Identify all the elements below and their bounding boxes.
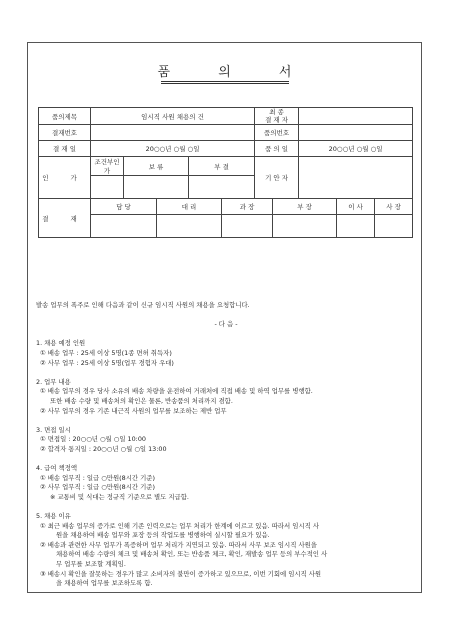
sign-col-president: 사 장 (375, 199, 413, 215)
sign-col-assistant-manager: 대 리 (157, 199, 222, 215)
seal-hold-box[interactable] (124, 176, 189, 199)
section-line: ① 최근 배송 업무의 증가로 인해 기존 인력으로는 업무 처리가 한계에 이르고 있음. 따라서 임시직 사 (40, 521, 319, 530)
section-line: ② 사무 업무의 경우 기존 내근직 사원의 업무를 보조하는 제반 업무 (40, 406, 227, 415)
section-line: ※ 교통비 및 식대는 정규직 기준으로 별도 지급함. (50, 492, 189, 501)
document-page (27, 42, 422, 593)
section-line: 을 채용하여 업무를 보조하도록 함. (56, 579, 153, 588)
sign-label: 결 재 (39, 199, 91, 238)
approval-no-label: 결재번호 (39, 125, 91, 141)
sign-col-staff: 담 당 (91, 199, 157, 215)
final-approver-label (255, 108, 299, 125)
document-title: 품 의 서 (157, 65, 314, 80)
section-heading: 1. 채용 예정 인원 (36, 339, 86, 348)
subject-value[interactable]: 임시직 사원 채용의 건 (91, 108, 255, 125)
section-line: ① 배송 업무의 경우 당사 소유의 배송 차량을 운전하여 거래처에 직접 배송 및 하역 업무를 병행함. (40, 387, 313, 396)
section-line: ② 사무 업무직 : 일급 ○만원(8시간 기준) (40, 483, 155, 492)
request-date-label: 품 의 일 (255, 141, 299, 157)
section-line: ① 면접일 : 20○○년 ○월 ○일 10:00 (40, 435, 146, 444)
sign-box-staff[interactable] (91, 215, 157, 238)
approval-no-value[interactable] (91, 125, 255, 141)
sign-box-president[interactable] (375, 215, 413, 238)
section-line: 채용하여 배송 수량의 체크 및 배송처 확인, 또는 반송품 체크, 확인, 재발송 업무 등의 부수적인 사 (56, 550, 328, 559)
section-heading: 4. 급여 책정액 (36, 464, 78, 473)
final-approver-label-line1: 최 종 (269, 108, 284, 116)
title-underline (161, 81, 289, 82)
section-heading: 2. 업무 내용 (36, 377, 71, 386)
drafter-label: 기 안 자 (255, 157, 299, 199)
section-line: 무 업무를 보조할 계획임. (56, 560, 126, 569)
section-line: ① 배송 업무직 : 일급 ○만원(8시간 기준) (40, 473, 155, 482)
subject-label: 품의제목 (39, 108, 91, 125)
section-line: ② 배송과 관련한 사무 업무가 폭증하며 업무 처리가 지연되고 있음. 따라서 사무 보조 임시직 사원을 (40, 540, 317, 549)
seal-reject: 부 결 (189, 157, 255, 176)
da-eum-heading: - 다 음 - (214, 320, 238, 329)
seal-conditional: 조건부인가 (91, 157, 124, 176)
seal-reject-box[interactable] (189, 176, 255, 199)
section-line: ③ 배송시 확인을 잘못하는 경우가 많고 소비자의 불만이 증가하고 있으므로, 이번 기회에 임시직 사원 (40, 569, 322, 578)
sign-box-assistant-manager[interactable] (157, 215, 222, 238)
sign-box-section-chief[interactable] (222, 215, 273, 238)
section-line: ① 배송 업무 : 25세 이상 5명(1종 면허 취득자) (40, 348, 172, 357)
sign-col-department-head: 부 장 (273, 199, 337, 215)
sign-box-director[interactable] (337, 215, 375, 238)
request-no-value[interactable] (299, 125, 413, 141)
drafter-value[interactable] (299, 157, 413, 199)
sign-col-section-chief: 과 장 (222, 199, 273, 215)
document-body (36, 301, 416, 589)
sections-container (36, 339, 416, 588)
request-date-value[interactable]: 20○○년 ○월 ○일 (299, 141, 413, 157)
sign-col-director: 이 사 (337, 199, 375, 215)
request-no-label: 품의번호 (255, 125, 299, 141)
section-line: ② 사무 업무 : 25세 이상 5명(업무 경험자 우대) (40, 358, 174, 367)
section-line: 또한 배송 수량 및 배송처의 확인은 물론, 반송품의 처리까지 겸함. (50, 396, 233, 405)
section-line: ② 합격자 통지일 : 20○○년 ○월 ○일 13:00 (40, 444, 167, 453)
seal-conditional-box[interactable] (91, 176, 124, 199)
approval-date-label: 결 재 일 (39, 141, 91, 157)
title-underline-double (161, 83, 289, 84)
final-approver-label-line2: 결 재 자 (265, 116, 289, 124)
section-heading: 5. 채용 이유 (36, 512, 71, 521)
section-line: 원을 채용하여 배송 업무와 포장 등의 작업도를 병행하여 실시할 필요가 있음. (56, 531, 270, 540)
approval-date-value[interactable]: 20○○년 ○월 ○일 (91, 141, 255, 157)
final-approver-value[interactable] (299, 108, 413, 125)
approval-header-table (38, 107, 413, 238)
seal-hold: 보 류 (124, 157, 189, 176)
intro-text: 발송 업무의 폭주로 인해 다음과 같이 신규 임시직 사원의 채용을 요청합니다. (36, 301, 250, 309)
sign-box-department-head[interactable] (273, 215, 337, 238)
seal-label: 인 가 (39, 157, 91, 199)
section-heading: 3. 면접 일시 (36, 425, 71, 434)
